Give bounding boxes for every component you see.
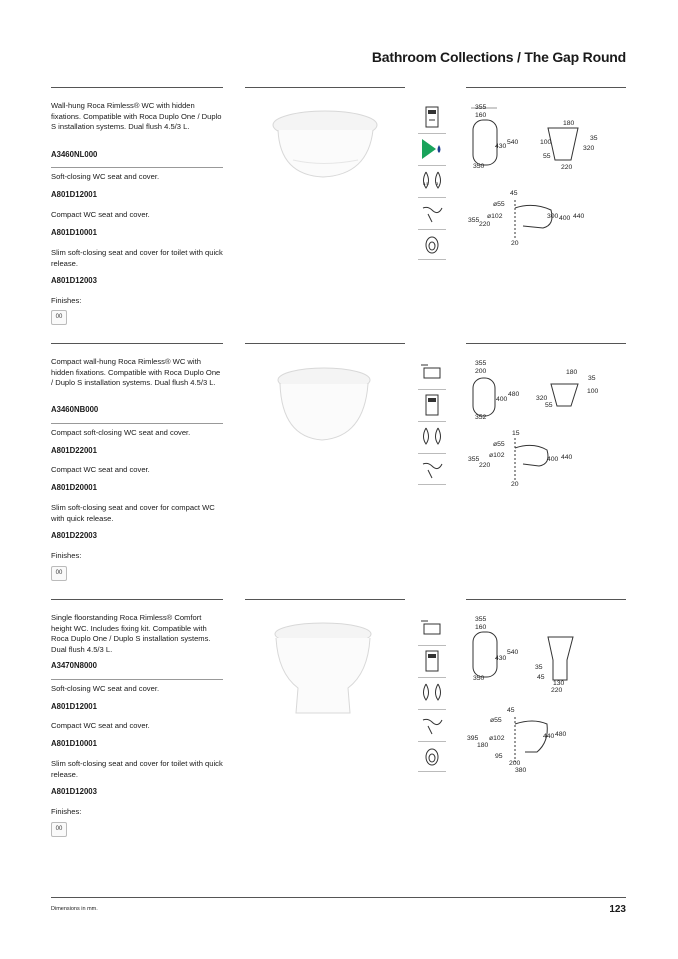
product-description: Wall-hung Roca Rimless® WC with hidden fixations. Compatible with Roca Duplo One / Duplo S installation systems. Dual flush 4.5/3 L. [51, 101, 222, 132]
accessory-code: A801D20001 [51, 483, 97, 492]
divider [418, 421, 446, 422]
dimension-label: 355 [468, 456, 480, 463]
divider [418, 133, 446, 134]
product-description: Compact wall-hung Roca Rimless® WC with hidden fixations. Compatible with Roca Duplo One / Duplo S installation systems. Dual flush 4.5/3 L. [51, 357, 221, 388]
dimension-label: 160 [475, 624, 487, 631]
dimension-label: 200 [509, 760, 521, 767]
dimension-label: ø55 [490, 717, 502, 724]
finishes-label: Finishes: [51, 807, 82, 816]
section-rule [51, 599, 223, 600]
duplo-frame-icon [418, 104, 446, 130]
dimension-label: 220 [479, 221, 491, 228]
compact-projection-icon [418, 360, 446, 386]
accessory-code: A801D22003 [51, 531, 97, 540]
accessory-code: A801D12001 [51, 702, 97, 711]
dimension-label: 20 [511, 481, 519, 488]
dimension-label: 200 [475, 368, 487, 375]
seat-icon [418, 744, 446, 770]
accessory-code: A801D12003 [51, 787, 97, 796]
dimension-diagram [463, 612, 628, 777]
accessory-description: Soft-closing WC seat and cover. [51, 684, 160, 693]
divider [418, 771, 446, 772]
dimension-label: 430 [495, 143, 507, 150]
section-rule [51, 343, 223, 344]
dimension-label: 380 [515, 767, 527, 774]
dimension-label: 45 [510, 190, 518, 197]
dimension-label: 100 [540, 139, 552, 146]
finish-swatch[interactable]: 00 [51, 566, 67, 581]
section-rule [466, 343, 626, 344]
dimension-label: 400 [496, 396, 508, 403]
product-image [268, 618, 378, 718]
section-rule [466, 87, 626, 88]
dimension-label: 35 [535, 664, 543, 671]
dimension-label: 320 [583, 145, 595, 152]
toilet-side-icon [418, 456, 446, 482]
divider [418, 484, 446, 485]
dimension-label: 480 [555, 731, 567, 738]
toilet-side-icon [418, 712, 446, 738]
divider [418, 677, 446, 678]
dimension-label: 95 [495, 753, 503, 760]
divider [418, 259, 446, 260]
page-number: 123 [609, 904, 626, 915]
accessory-code: A801D10001 [51, 739, 97, 748]
dimension-label: 55 [543, 153, 551, 160]
dimension-label: 540 [507, 139, 519, 146]
dimension-label: 45 [537, 674, 545, 681]
dimension-label: 440 [573, 213, 585, 220]
dimension-label: 400 [559, 215, 571, 222]
dimension-label: 180 [563, 120, 575, 127]
dimension-label: 480 [508, 391, 520, 398]
dimension-label: 55 [545, 402, 553, 409]
dimension-label: 350 [473, 163, 485, 170]
accessory-code: A801D12001 [51, 190, 97, 199]
dimension-label: 100 [587, 388, 599, 395]
duplo-frame-icon [418, 392, 446, 418]
product-image [272, 362, 377, 447]
divider [51, 423, 223, 424]
product-code: A3470N8000 [51, 661, 97, 670]
dual-flush-icon [418, 680, 446, 706]
dimension-label: 130 [553, 680, 565, 687]
divider [51, 679, 223, 680]
dual-flush-icon [418, 168, 446, 194]
accessory-code: A801D12003 [51, 276, 97, 285]
dimension-label: 180 [566, 369, 578, 376]
dimension-label: ø55 [493, 201, 505, 208]
dimension-label: 20 [511, 240, 519, 247]
dimension-label: 440 [561, 454, 573, 461]
finish-swatch[interactable]: 00 [51, 822, 67, 837]
dimension-label: 300 [547, 213, 559, 220]
dimension-label: ø102 [489, 735, 505, 742]
divider [418, 165, 446, 166]
dimension-label: 355 [475, 104, 487, 111]
accessory-code: A801D10001 [51, 228, 97, 237]
dimension-label: 355 [468, 217, 480, 224]
compact-projection-icon [418, 616, 446, 642]
section-rule [466, 599, 626, 600]
dimension-label: 355 [475, 360, 487, 367]
dimension-label: 355 [475, 616, 487, 623]
footer-rule [51, 897, 626, 898]
accessory-description: Slim soft-closing seat and cover for compact WC with quick release. [51, 503, 215, 523]
product-image [268, 105, 383, 190]
dimension-label: 180 [477, 742, 489, 749]
dimension-label: 320 [536, 395, 548, 402]
divider [418, 197, 446, 198]
dimension-label: 350 [473, 675, 485, 682]
dimension-label: ø102 [487, 213, 503, 220]
finishes-label: Finishes: [51, 296, 82, 305]
dimension-label: 430 [495, 655, 507, 662]
divider [418, 389, 446, 390]
dimension-label: 395 [467, 735, 479, 742]
dimension-label: ø102 [489, 452, 505, 459]
dimension-label: ø55 [493, 441, 505, 448]
rimless-badge-icon [418, 136, 446, 162]
dimension-diagram [463, 356, 628, 491]
accessory-description: Slim soft-closing seat and cover for toilet with quick release. [51, 248, 223, 268]
divider [51, 167, 223, 168]
product-description: Single floorstanding Roca Rimless® Comfort height WC. Includes fixing kit. Compatible with Roca Duplo One / Duplo S installation systems. Dual flush 4.5/3 L. [51, 613, 211, 654]
svg-text:4.5: 4.5 [423, 181, 429, 186]
dimension-label: 45 [507, 707, 515, 714]
dimension-diagram [463, 100, 628, 248]
finish-swatch[interactable]: 00 [51, 310, 67, 325]
section-rule [245, 599, 405, 600]
accessory-code: A801D22001 [51, 446, 97, 455]
accessory-description: Compact WC seat and cover. [51, 721, 150, 730]
accessory-description: Compact WC seat and cover. [51, 465, 150, 474]
section-rule [245, 343, 405, 344]
dimension-label: 400 [547, 456, 559, 463]
accessory-description: Compact WC seat and cover. [51, 210, 150, 219]
divider [418, 229, 446, 230]
section-rule [51, 87, 223, 88]
dimension-label: 160 [475, 112, 487, 119]
dimension-label: 220 [479, 462, 491, 469]
toilet-side-icon [418, 200, 446, 226]
divider [418, 453, 446, 454]
accessory-description: Compact soft-closing WC seat and cover. [51, 428, 191, 437]
product-code: A3460NL000 [51, 150, 98, 159]
divider [418, 709, 446, 710]
footer-note: Dimensions in mm. [51, 906, 98, 912]
section-rule [245, 87, 405, 88]
duplo-frame-icon [418, 648, 446, 674]
page-title: Bathroom Collections / The Gap Round [371, 49, 626, 65]
dual-flush-icon [418, 424, 446, 450]
divider [418, 645, 446, 646]
dimension-label: 35 [590, 135, 598, 142]
dimension-label: 15 [512, 430, 520, 437]
svg-text:3: 3 [436, 181, 439, 186]
dimension-label: 35 [588, 375, 596, 382]
dimension-label: 352 [475, 414, 487, 421]
accessory-description: Slim soft-closing seat and cover for toilet with quick release. [51, 759, 223, 779]
dimension-label: 220 [561, 164, 573, 171]
divider [418, 741, 446, 742]
dimension-label: 440 [543, 733, 555, 740]
accessory-description: Soft-closing WC seat and cover. [51, 172, 160, 181]
dimension-label: 540 [507, 649, 519, 656]
dimension-label: 220 [551, 687, 563, 694]
seat-icon [418, 232, 446, 258]
product-code: A3460NB000 [51, 405, 99, 414]
finishes-label: Finishes: [51, 551, 82, 560]
